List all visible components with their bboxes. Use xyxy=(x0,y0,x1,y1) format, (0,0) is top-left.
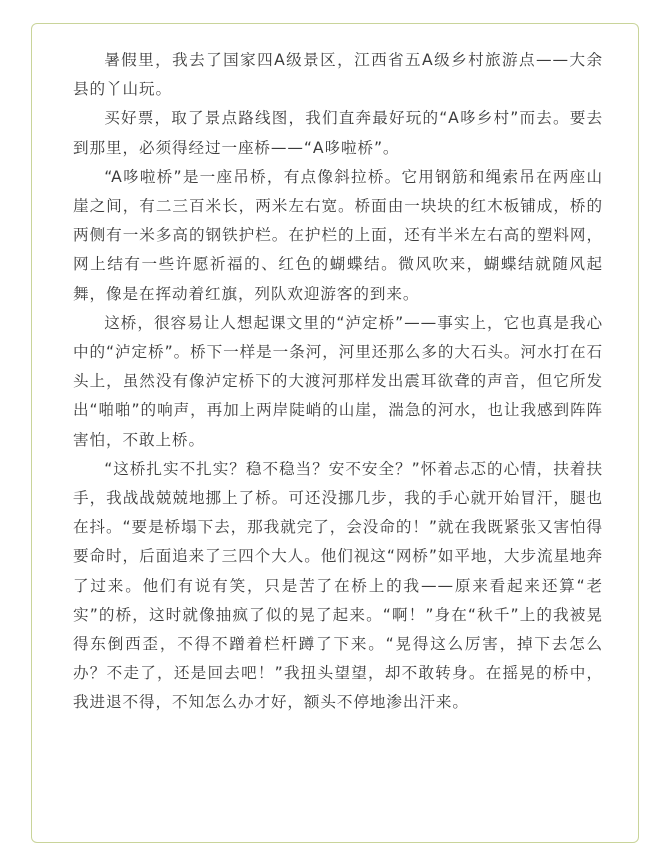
paragraph-2: 买好票，取了景点路线图，我们直奔最好玩的“A哆乡村”而去。要去到那里，必须得经过一座桥——“A哆啦桥”。 xyxy=(73,109,603,157)
paragraph-3: “A哆啦桥”是一座吊桥，有点像斜拉桥。它用钢筋和绳索吊在两座山崖之间，有二三百米长，两米左右宽。桥面由一块块的红木板铺成，桥的两侧有一米多高的钢铁护栏。在护栏的上面，还有半米左右高的塑料网，网上结有一些许愿祈福的、红色的蝴蝶结。微风吹来，蝴蝶结就随风起舞，像是在挥动着红旗，列队欢迎游客的到来。 xyxy=(73,167,603,303)
paragraph-1: 暑假里，我去了国家四A级景区，江西省五A级乡村旅游点——大余县的丫山玩。 xyxy=(73,51,603,99)
paragraph-5: “这桥扎实不扎实？稳不稳当？安不安全？”怀着忐忑的心情，扶着扶手，我战战兢兢地挪上了桥。可还没挪几步，我的手心就开始冒汗，腿也在抖。“要是桥塌下去，那我就完了，会没命的！”就在我既紧张又害怕得要命时，后面追来了三四个大人。他们视这“网桥”如平地，大步流星地奔了过来。他们有说有笑，只是苦了在桥上的我——原来看起来还算“老实”的桥，这时就像抽疯了似的晃了起来。“啊！”身在“秋千”上的我被晃得东倒西歪，不得不蹭着栏杆蹲了下来。“晃得这么厉害，掉下去怎么办？不走了，还是回去吧！”我扭头望望，却不敢转身。在摇晃的桥中，我进退不得，不知怎么办才好，额头不停地渗出汗来。 xyxy=(73,459,603,712)
article-body xyxy=(73,46,603,718)
paragraph-4: 这桥，很容易让人想起课文里的“泸定桥”——事实上，它也真是我心中的“泸定桥”。桥下一样是一条河，河里还那么多的大石头。河水打在石头上，虽然没有像泸定桥下的大渡河那样发出震耳欲聋的声音，但它所发出“啪啪”的响声，再加上两岸陡峭的山崖，湍急的河水，也让我感到阵阵害怕，不敢上桥。 xyxy=(73,313,603,449)
